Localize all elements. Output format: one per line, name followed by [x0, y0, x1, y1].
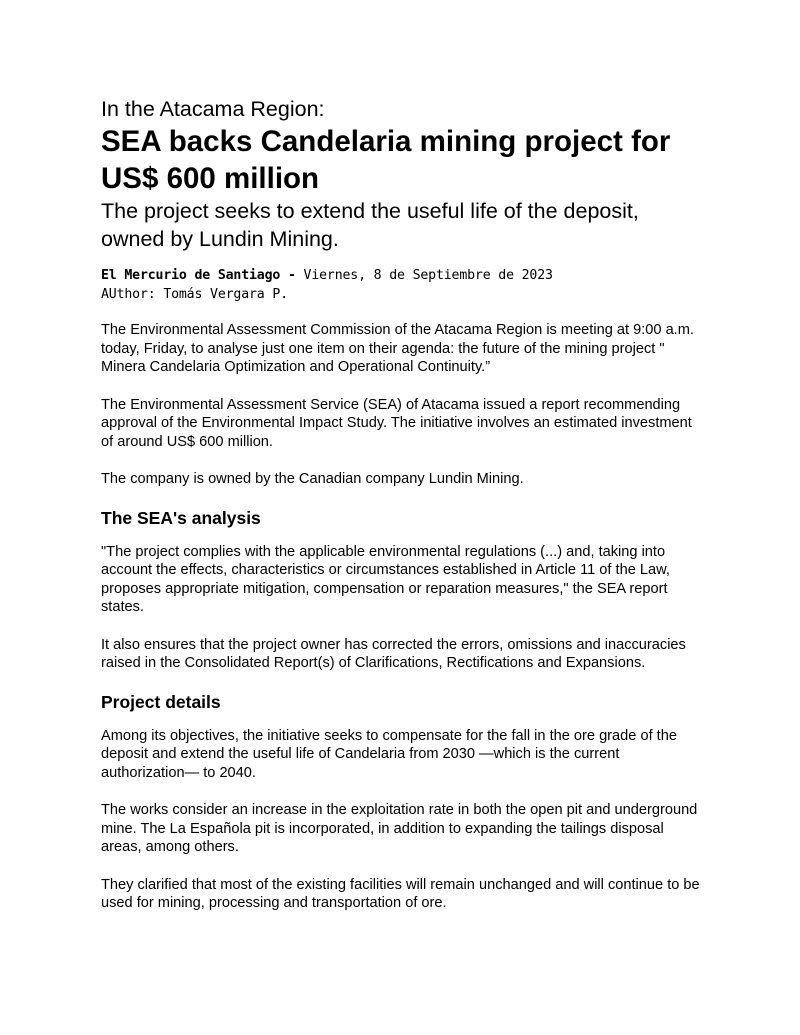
body-paragraph: "The project complies with the applicable environmental regulations (...) and, taking into account the effects, characteristics or circumstances established in Article 11 of the Law, proposes appropriate mitigation, compensation or reparation measures," the SEA report states. [101, 543, 670, 615]
source-line [101, 266, 701, 285]
article-kicker: In the Atacama Region: [101, 97, 325, 121]
article-headline: SEA backs Candelaria mining project for US$ 600 million [101, 125, 671, 195]
body-paragraph: The works consider an increase in the exploitation rate in both the open pit and underground mine. The La Española pit is incorporated, in addition to expanding the tailings disposal areas, among others. [101, 802, 698, 855]
source-name: El Mercurio de Santiago - [101, 268, 296, 283]
byline [101, 266, 701, 304]
author-line: AUthor: Tomás Vergara P. [101, 287, 288, 302]
body-paragraph: It also ensures that the project owner has corrected the errors, omissions and inaccuracies raised in the Consolidated Report(s) of Clarifications, Rectifications and Expansions. [101, 636, 686, 671]
article-subheadline: The project seeks to extend the useful life of the deposit, owned by Lundin Mining. [101, 199, 639, 251]
body-paragraph: The Environmental Assessment Service (SEA) of Atacama issued a report recommending approval of the Environmental Impact Study. The initiative involves an estimated investment of around US$ 600 million. [101, 396, 692, 450]
article-page [101, 96, 701, 913]
section-heading-project-details: Project details [101, 691, 221, 712]
body-paragraph: The company is owned by the Canadian company Lundin Mining. [101, 471, 524, 487]
publication-date: Viernes, 8 de Septiembre de 2023 [295, 268, 553, 283]
body-paragraph: Among its objectives, the initiative seeks to compensate for the fall in the ore grade of the deposit and extend the useful life of Candelaria from 2030 —which is the current authorization— to 2040. [101, 727, 677, 781]
section-heading-sea-analysis: The SEA's analysis [101, 507, 261, 528]
body-paragraph: They clarified that most of the existing facilities will remain unchanged and will continue to be used for mining, processing and transportation of ore. [101, 876, 700, 911]
body-paragraph: The Environmental Assessment Commission of the Atacama Region is meeting at 9:00 a.m. today, Friday, to analyse just one item on their agenda: the future of the mining project " Minera Candelaria Optimization and Operational Continuity.” [101, 322, 694, 375]
